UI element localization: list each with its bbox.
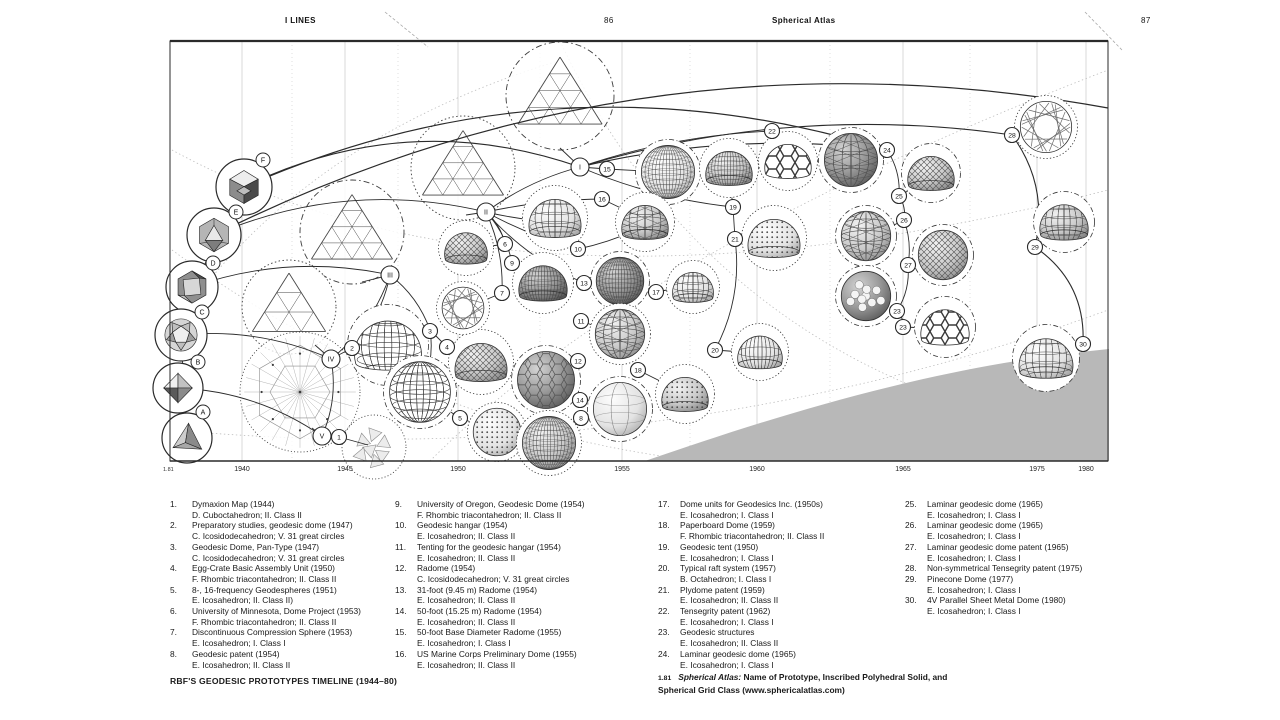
legend-entry-detail: E. Icosahedron; I. Class I (680, 552, 774, 563)
chapter-label: I LINES (285, 16, 316, 25)
polyhedron-letter-badge (196, 405, 210, 419)
node-badge-23 (896, 320, 911, 335)
legend-entry-detail: E. Icosahedron; I. Class I (927, 509, 1021, 520)
node-badge-18 (631, 363, 646, 378)
legend-entry-number: 16. (395, 648, 407, 659)
legend-entry-number: 19. (658, 541, 670, 552)
legend-entry-number: 15. (395, 627, 407, 638)
prototype-drawing (656, 365, 715, 424)
prototype-drawing (1013, 325, 1080, 392)
legend-entry-title: 4V Parallel Sheet Metal Dome (1980) (927, 595, 1066, 606)
legend-entry-number: 8. (170, 648, 177, 659)
node-badge-30 (1076, 337, 1091, 352)
legend-entry-text (417, 563, 633, 584)
node-badge-2 (345, 341, 360, 356)
legend-entry (905, 542, 1145, 563)
prototype-drawing (732, 324, 789, 381)
node-badge-20 (708, 343, 723, 358)
legend-entry-title: 50-foot (15.25 m) Radome (1954) (417, 606, 542, 617)
legend-entry-text (192, 606, 388, 627)
legend-entry-detail: E. Icosahedron; II. Class II (192, 659, 291, 670)
node-badge-16 (595, 192, 610, 207)
legend-entry-number: 1. (170, 499, 177, 509)
legend-entry-number: 14. (395, 606, 407, 617)
legend-entry-text (927, 499, 1145, 520)
grid-class-diagram (506, 42, 614, 150)
legend-entry-number: 5. (170, 584, 177, 595)
polyhedron-letter-badge (191, 355, 205, 369)
legend-entry-text (680, 606, 898, 627)
legend-entry-text (927, 542, 1145, 563)
legend-entry-title: Geodesic hangar (1954) (417, 520, 508, 531)
legend-entry-text (417, 649, 633, 670)
polyhedron-letter-badge (256, 153, 270, 167)
legend-entry-title: Plydome patent (1959) (680, 584, 765, 595)
legend-entry-title: Dome units for Geodesics Inc. (1950s) (680, 499, 823, 509)
svg-text:22: 22 (768, 128, 776, 136)
prototype-drawing (591, 252, 650, 311)
legend-entry (170, 627, 388, 648)
legend-entry-text (927, 595, 1145, 616)
svg-text:17: 17 (652, 289, 660, 297)
legend-entry-title: Laminar geodesic dome (1965) (927, 520, 1043, 531)
prototype-drawing (437, 282, 490, 335)
legend-entry-number: 10. (395, 520, 407, 531)
legend-entry-number: 22. (658, 606, 670, 617)
polyhedron-letter-badge (229, 205, 243, 219)
legend-entry-number: 11. (395, 541, 407, 552)
legend-entry (395, 563, 633, 584)
legend-entry (395, 627, 633, 648)
node-badge-25 (892, 189, 907, 204)
legend-entry-number: 21. (658, 584, 670, 595)
svg-text:9: 9 (510, 260, 514, 268)
legend-entry-detail: C. Icosidodecahedron; V. 31 great circles (192, 531, 345, 542)
legend-entry-number: 20. (658, 563, 670, 574)
svg-text:7: 7 (500, 290, 504, 298)
caption-text: Name of Prototype, Inscribed Polyhedral Solid, and Spherical Grid Class (www.sphericalatlas.com) (658, 672, 948, 695)
grid-class-hub-III (381, 266, 399, 284)
legend-entry (395, 499, 633, 520)
legend-entry-detail: E. Icosahedron; I. Class I (680, 659, 774, 670)
svg-text:C: C (199, 309, 205, 317)
prototype-drawing (512, 346, 581, 415)
prototype-drawing (913, 225, 974, 286)
svg-text:29: 29 (1031, 244, 1039, 252)
node-badge-22 (765, 124, 780, 139)
node-badge-11 (574, 314, 589, 329)
prototype-drawing (902, 144, 961, 203)
svg-text:13: 13 (580, 280, 588, 288)
legend-entry-text (192, 499, 388, 520)
legend-entry-text (927, 574, 1145, 595)
page-number-right: 87 (1141, 16, 1151, 25)
legend-entry (905, 574, 1145, 595)
legend-entry-text (192, 585, 388, 606)
legend-entry-title: Geodesic Dome, Pan-Type (1947) (192, 541, 320, 552)
legend-entry-number: 12. (395, 563, 407, 574)
legend-entry-title: Tensegrity patent (1962) (680, 606, 771, 617)
legend-entry-text (192, 649, 388, 670)
legend-entry-detail: D. Cuboctahedron; II. Class II (192, 509, 302, 520)
svg-text:10: 10 (574, 246, 582, 254)
legend-entry-title: 31-foot (9.45 m) Radome (1954) (417, 584, 538, 595)
legend-entry-title: Pinecone Dome (1977) (927, 573, 1014, 584)
node-badge-1 (332, 430, 347, 445)
prototype-drawing (523, 186, 588, 251)
legend-entry-detail: E. Icosahedron; II. Class II (417, 595, 516, 606)
page-number-left: 86 (604, 16, 614, 25)
legend-entry-detail: E. Icosahedron; I. Class I (680, 509, 774, 520)
svg-text:14: 14 (576, 397, 584, 405)
legend-column (905, 499, 1145, 617)
legend-entry-detail: E. Icosahedron; I. Class I (927, 531, 1021, 542)
svg-text:III: III (387, 272, 393, 280)
legend-entry-title: Geodesic tent (1950) (680, 541, 759, 552)
legend-entry-title: Non-symmetrical Tensegrity patent (1975) (927, 563, 1083, 574)
svg-text:19: 19 (729, 204, 737, 212)
legend-entry (658, 606, 898, 627)
prototype-drawing (517, 411, 582, 476)
figure-number-label: 1.81 (163, 467, 174, 473)
svg-text:11: 11 (577, 318, 585, 326)
node-badge-6 (498, 237, 513, 252)
svg-text:2: 2 (350, 345, 354, 353)
svg-text:24: 24 (883, 147, 891, 155)
node-badge-23 (890, 304, 905, 319)
year-label: 1945 (337, 466, 353, 473)
node-badge-26 (897, 213, 912, 228)
prototype-drawing (700, 139, 759, 198)
legend-entry (658, 649, 898, 670)
legend-entry-detail: C. Icosidodecahedron; V. 31 great circles (192, 552, 345, 563)
legend-entry-text (680, 627, 898, 648)
book-title: Spherical Atlas (772, 16, 836, 25)
prototype-drawing (759, 132, 818, 191)
svg-text:27: 27 (904, 262, 912, 270)
node-badge-19 (726, 200, 741, 215)
legend-entry-detail: E. Icosahedron; II. Class II) (192, 595, 294, 606)
legend-entry-text (927, 563, 1145, 574)
year-label: 1975 (1029, 466, 1045, 473)
year-label: 1950 (450, 466, 466, 473)
legend-entry-text (417, 627, 633, 648)
legend-entry-text (680, 649, 898, 670)
node-badge-29 (1028, 240, 1043, 255)
legend-entry-detail: F. Rhombic triacontahedron; II. Class II (417, 509, 562, 520)
legend-entry-text (192, 520, 388, 541)
legend-entry-text (927, 520, 1145, 541)
legend-entry (658, 585, 898, 606)
legend-entry-title: Preparatory studies, geodesic dome (1947) (192, 520, 353, 531)
legend-entry-title: Tenting for the geodesic hangar (1954) (417, 541, 561, 552)
node-badge-7 (495, 286, 510, 301)
legend-entry-number: 18. (658, 520, 670, 531)
legend-entry-title: Laminar geodesic dome (1965) (927, 499, 1043, 509)
legend-entry (395, 585, 633, 606)
node-badge-28 (1005, 128, 1020, 143)
legend-entry-detail: E. Icosahedron; I. Class I (927, 552, 1021, 563)
legend-entry (170, 499, 388, 520)
legend-entry-text (192, 542, 388, 563)
legend-entry-detail: F. Rhombic triacontahedron; II. Class II (192, 616, 337, 627)
legend-entry-detail: C. Icosidodecahedron; V. 31 great circles (417, 573, 570, 584)
node-badge-8 (574, 411, 589, 426)
legend-entry (170, 606, 388, 627)
legend-entry-text (192, 627, 388, 648)
svg-text:IV: IV (327, 356, 335, 364)
legend-entry-title: Discontinuous Compression Sphere (1953) (192, 627, 353, 638)
svg-text:3: 3 (428, 328, 432, 336)
legend-entry-title: Laminar geodesic dome (1965) (680, 648, 796, 659)
svg-text:5: 5 (458, 415, 462, 423)
svg-text:V: V (319, 433, 325, 441)
legend-entry-number: 3. (170, 541, 177, 552)
legend-entry-number: 13. (395, 584, 407, 595)
legend-entry-title: Dymaxion Map (1944) (192, 499, 275, 509)
svg-text:18: 18 (634, 367, 642, 375)
legend-entry-number: 25. (905, 499, 917, 509)
legend-entry (170, 585, 388, 606)
legend-entry-title: Egg-Crate Basic Assembly Unit (1950) (192, 563, 335, 574)
node-badge-3 (423, 324, 438, 339)
legend-entry-title: US Marine Corps Preliminary Dome (1955) (417, 648, 577, 659)
legend-entry-text (417, 499, 633, 520)
legend-entry (905, 595, 1145, 616)
legend-entry-number: 29. (905, 573, 917, 584)
legend-entry (170, 649, 388, 670)
legend-entry-title: Radome (1954) (417, 563, 476, 574)
svg-text:15: 15 (603, 166, 611, 174)
node-badge-12 (571, 354, 586, 369)
polyhedron-letter-badge (206, 256, 220, 270)
prototype-drawing (742, 206, 807, 271)
node-badge-13 (577, 276, 592, 291)
legend-entry-number: 30. (905, 595, 917, 606)
svg-text:E: E (233, 209, 239, 217)
legend-entry-number: 2. (170, 520, 177, 531)
prototype-drawing (590, 299, 651, 365)
legend-entry-number: 26. (905, 520, 917, 531)
prototype-drawing (513, 253, 574, 314)
node-badge-27 (901, 258, 916, 273)
legend-entry (395, 606, 633, 627)
legend-entry-number: 28. (905, 563, 917, 574)
svg-text:25: 25 (895, 193, 903, 201)
legend-entry (658, 520, 898, 541)
legend-entry (395, 520, 633, 541)
legend-entry (658, 563, 898, 584)
svg-text:I: I (579, 164, 581, 172)
legend-entry-detail: F. Rhombic triacontahedron; II. Class II (192, 573, 337, 584)
legend-entry-detail: E. Icosahedron; I. Class I (927, 606, 1021, 617)
legend-entry-detail: E. Icosahedron; I. Class I (417, 638, 511, 649)
svg-text:12: 12 (574, 358, 582, 366)
prototype-drawing (667, 261, 720, 314)
legend-entry-text (680, 520, 898, 541)
prototype-drawing (439, 221, 494, 276)
legend-entry-detail: E. Icosahedron; II. Class II (417, 616, 516, 627)
legend-entry-title: Paperboard Dome (1959) (680, 520, 775, 531)
node-badge-4 (440, 340, 455, 355)
year-label: 1960 (749, 466, 765, 473)
legend-entry-number: 24. (658, 648, 670, 659)
prototype-drawing (915, 297, 976, 358)
prototype-drawing (1034, 192, 1095, 253)
legend-entry (905, 499, 1145, 520)
svg-text:30: 30 (1079, 341, 1087, 349)
legend-entry-title: Geodesic patent (1954) (192, 648, 280, 659)
svg-text:6: 6 (503, 241, 507, 249)
legend-entry-detail: E. Icosahedron; II. Class II (417, 531, 516, 542)
legend-entry-detail: B. Octahedron; I. Class I (680, 573, 772, 584)
legend-entry (658, 542, 898, 563)
year-label: 1980 (1078, 466, 1094, 473)
legend-entry (395, 649, 633, 670)
legend-entry-number: 17. (658, 499, 670, 509)
legend-entry-detail: E. Icosahedron; II. Class II (417, 659, 516, 670)
svg-text:II: II (484, 209, 488, 217)
svg-text:28: 28 (1008, 132, 1016, 140)
prototype-drawing (588, 377, 653, 442)
prototype-drawing (836, 266, 897, 327)
caption-number: 1.81 (658, 675, 672, 682)
legend-entry-detail: E. Icosahedron; I. Class I (927, 584, 1021, 595)
legend-entry-detail: F. Rhombic triacontahedron; II. Class II (680, 531, 825, 542)
svg-text:B: B (195, 359, 201, 367)
legend-entry-number: 27. (905, 541, 917, 552)
legend-entry-text (417, 606, 633, 627)
svg-text:8: 8 (579, 415, 583, 423)
svg-text:21: 21 (731, 236, 739, 244)
node-badge-15 (600, 162, 615, 177)
legend-entry-text (680, 563, 898, 584)
svg-text:4: 4 (445, 344, 449, 352)
legend-entry-detail: E. Icosahedron; I. Class I (680, 616, 774, 627)
grid-class-hub-I (571, 158, 589, 176)
legend-entry (395, 542, 633, 563)
node-badge-9 (505, 256, 520, 271)
year-label: 1965 (895, 466, 911, 473)
legend-entry (658, 627, 898, 648)
svg-text:A: A (200, 409, 206, 417)
year-label: 1940 (234, 466, 250, 473)
legend-entry-number: 9. (395, 499, 402, 509)
legend-entry-title: 8-, 16-frequency Geodespheres (1951) (192, 584, 337, 595)
guide-stub (1085, 12, 1122, 50)
prototype-drawing (384, 356, 457, 429)
grid-class-diagram (411, 116, 515, 220)
legend-entry-title: University of Minnesota, Dome Project (1953) (192, 606, 361, 617)
prototype-drawing (836, 201, 897, 267)
polyhedron-letter-badge (195, 305, 209, 319)
year-label: 1955 (614, 466, 630, 473)
legend-entry-title: University of Oregon, Geodesic Dome (1954) (417, 499, 585, 509)
node-badge-17 (649, 285, 664, 300)
svg-text:20: 20 (711, 347, 719, 355)
svg-text:D: D (210, 260, 216, 268)
figure-caption (658, 672, 982, 695)
legend-entry-detail: E. Icosahedron; I. Class I (192, 638, 286, 649)
legend (0, 499, 1280, 669)
legend-entry-title: Geodesic structures (680, 627, 755, 638)
legend-entry-detail: E. Icosahedron; II. Class II (417, 552, 516, 563)
legend-entry (170, 563, 388, 584)
grid-class-hub-II (477, 203, 495, 221)
legend-entry-number: 7. (170, 627, 177, 638)
grid-class-hub-V (313, 427, 331, 445)
svg-text:16: 16 (598, 196, 606, 204)
legend-entry (170, 520, 388, 541)
node-badge-5 (453, 411, 468, 426)
legend-entry-title: 50-foot Base Diameter Radome (1955) (417, 627, 562, 638)
svg-text:1: 1 (337, 434, 341, 442)
prototype-drawing (1015, 96, 1078, 159)
legend-entry-text (192, 563, 388, 584)
legend-entry-text (417, 542, 633, 563)
grid-class-hub-IV (322, 350, 340, 368)
legend-entry (905, 520, 1145, 541)
svg-text:26: 26 (900, 217, 908, 225)
octahedron-icon (153, 363, 203, 413)
legend-entry-text (417, 520, 633, 541)
legend-entry-text (680, 542, 898, 563)
legend-entry-number: 23. (658, 627, 670, 638)
legend-entry-text (680, 585, 898, 606)
svg-text:23: 23 (899, 324, 907, 332)
caption-italic: Spherical Atlas: (678, 672, 742, 682)
legend-column (658, 499, 898, 670)
legend-entry-text (680, 499, 898, 520)
svg-text:F: F (260, 157, 266, 165)
figure-title: RBF'S GEODESIC PROTOTYPES TIMELINE (1944–80) (170, 676, 398, 686)
legend-entry-detail: E. Icosahedron; II. Class II (680, 595, 779, 606)
node-badge-10 (571, 242, 586, 257)
prototype-drawing (449, 330, 514, 395)
legend-entry (658, 499, 898, 520)
legend-entry-detail: E. Icosahedron; II. Class II (680, 638, 779, 649)
legend-entry-title: Typical raft system (1957) (680, 563, 776, 574)
legend-entry-number: 6. (170, 606, 177, 617)
legend-column (170, 499, 388, 670)
node-badge-14 (573, 393, 588, 408)
svg-text:23: 23 (893, 308, 901, 316)
legend-entry-title: Laminar geodesic dome patent (1965) (927, 541, 1069, 552)
node-badge-24 (880, 143, 895, 158)
prototype-drawing (819, 122, 884, 192)
legend-entry-text (417, 585, 633, 606)
legend-column (395, 499, 633, 670)
node-badge-21 (728, 232, 743, 247)
legend-entry-number: 4. (170, 563, 177, 574)
legend-entry (905, 563, 1145, 574)
legend-entry (170, 542, 388, 563)
